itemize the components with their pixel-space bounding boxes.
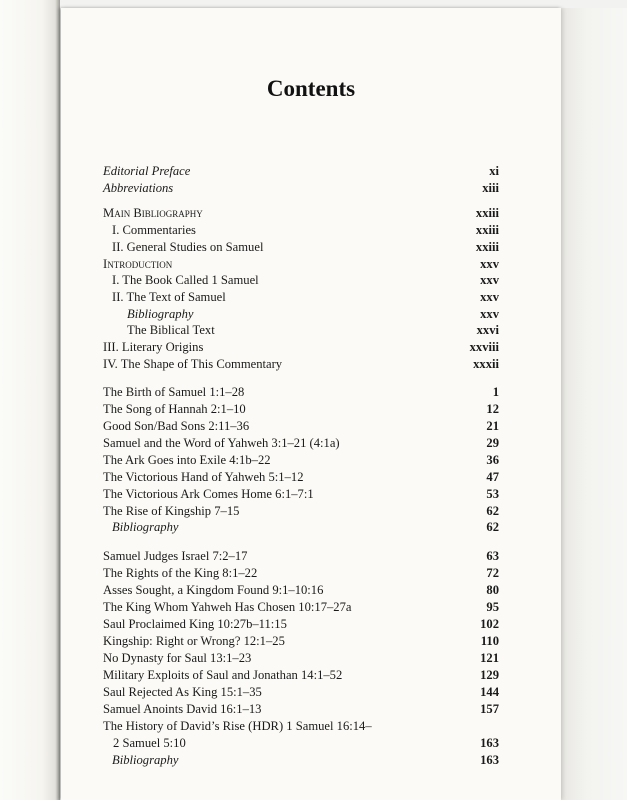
toc-page: 110 [480,634,499,648]
toc-label [103,718,372,752]
page-stack-edge [561,8,627,800]
toc-entry [103,548,499,565]
toc-page: 157 [480,702,499,716]
toc-entry [103,401,499,418]
toc-label-line1: The History of David’s Rise (HDR) 1 Samuel 16:14– [103,719,372,733]
toc-entry [103,633,499,650]
toc-label: The Biblical Text [127,323,215,337]
toc-label: No Dynasty for Saul 13:1–23 [103,651,252,665]
toc-entry [103,519,499,536]
toc-page: 144 [480,685,499,699]
toc-entry [103,180,499,197]
toc-page: 102 [480,617,499,631]
facing-page [0,0,60,800]
toc-page: 1 [492,385,499,399]
toc-entry [103,272,499,289]
toc-entry [103,650,499,667]
toc-page: 95 [486,600,499,614]
toc-label: The Victorious Hand of Yahweh 5:1–12 [103,470,304,484]
toc-entry [103,599,499,616]
toc-entry [103,582,499,599]
toc-label: The Ark Goes into Exile 4:1b–22 [103,453,271,467]
toc-entry [103,289,499,306]
toc-label: II. The Text of Samuel [112,290,226,304]
toc-entry [103,435,499,452]
toc-label: Editorial Preface [103,164,191,178]
toc-page: 62 [486,520,499,534]
toc-page: xxv [480,307,499,321]
toc-entry [103,322,499,339]
toc-entry [103,163,499,180]
toc-label: Introduction [103,257,173,271]
toc-label: Bibliography [112,520,179,534]
toc-page: 163 [480,736,499,750]
toc-label: The Rise of Kingship 7–15 [103,504,240,518]
toc-entry [103,384,499,401]
toc-label: Bibliography [127,307,194,321]
toc-entry [103,222,499,239]
toc-page: xxv [480,257,499,271]
toc-label: Good Son/Bad Sons 2:11–36 [103,419,250,433]
toc-label: Samuel and the Word of Yahweh 3:1–21 (4:1a) [103,436,340,450]
toc-label: The Rights of the King 8:1–22 [103,566,258,580]
toc-page: xxvi [476,323,499,337]
toc-entry [103,469,499,486]
toc-label: I. Commentaries [112,223,196,237]
toc-page: xxviii [469,340,499,354]
toc-entry [103,205,499,222]
toc-page: 62 [486,504,499,518]
toc-entry [103,418,499,435]
toc-label: I. The Book Called 1 Samuel [112,273,259,287]
toc-entry [103,616,499,633]
toc-label: The King Whom Yahweh Has Chosen 10:17–27a [103,600,352,614]
toc-page: 63 [486,549,499,563]
toc-page: 21 [486,419,499,433]
toc-page: 36 [486,453,499,467]
toc-page: 129 [480,668,499,682]
toc-label: The Song of Hannah 2:1–10 [103,402,246,416]
toc-label: Saul Rejected As King 15:1–35 [103,685,262,699]
toc-page: 12 [486,402,499,416]
toc-page: 29 [486,436,499,450]
toc-page: xxiii [475,206,499,220]
toc-page: 163 [480,753,499,767]
toc-page: 72 [486,566,499,580]
toc-page: xiii [482,181,499,195]
toc-page: xi [489,164,499,178]
toc-page: 121 [480,651,499,665]
toc-entry [103,356,499,373]
toc-entry [103,256,499,273]
toc-entry [103,503,499,520]
toc-page: 80 [486,583,499,597]
toc-page: xxiii [475,240,499,254]
toc-page: xxxii [473,357,499,371]
toc-label: Samuel Anoints David 16:1–13 [103,702,262,716]
toc-entry [103,667,499,684]
toc-page: 53 [486,487,499,501]
toc-label-line2: 2 Samuel 5:10 [113,736,186,750]
toc-page: xxv [480,273,499,287]
toc-label: Asses Sought, a Kingdom Found 9:1–10:16 [103,583,324,597]
toc-label: Bibliography [112,753,179,767]
toc-label: IV. The Shape of This Commentary [103,357,283,371]
toc-label: III. Literary Origins [103,340,204,354]
toc-page: 47 [486,470,499,484]
toc-entry [103,306,499,323]
toc-entry [103,701,499,718]
toc-page: xxiii [475,223,499,237]
toc-label: Military Exploits of Saul and Jonathan 14:1–52 [103,668,343,682]
page-title: Contents [266,76,356,101]
toc-label: II. General Studies on Samuel [112,240,264,254]
toc-label: The Victorious Ark Comes Home 6:1–7:1 [103,487,314,501]
toc-page: xxv [480,290,499,304]
toc-entry [103,339,499,356]
toc-label: Abbreviations [103,181,174,195]
toc-entry [103,718,499,752]
toc-entry [103,752,499,769]
toc-label: Main Bibliography [103,206,203,220]
toc-entry [103,486,499,503]
toc-entry [103,565,499,582]
toc-entry [103,684,499,701]
toc-label: The Birth of Samuel 1:1–28 [103,385,245,399]
toc-entry [103,239,499,256]
toc-label: Samuel Judges Israel 7:2–17 [103,549,248,563]
toc-label: Kingship: Right or Wrong? 12:1–25 [103,634,285,648]
toc-entry [103,452,499,469]
contents-page [61,8,561,800]
toc-label: Saul Proclaimed King 10:27b–11:15 [103,617,287,631]
